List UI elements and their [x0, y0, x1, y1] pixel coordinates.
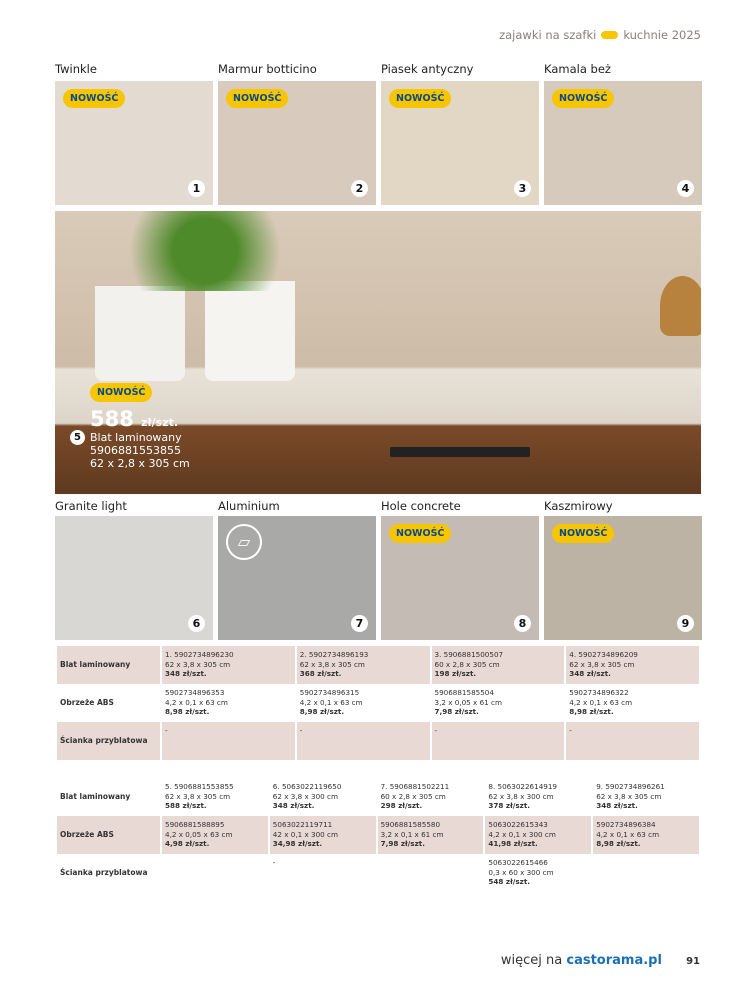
cell-dims: 62 x 3,8 x 300 cm [488, 791, 554, 801]
cell-code: - [272, 858, 276, 867]
swatch-label: Aluminium [218, 499, 280, 513]
swatch-1 [55, 81, 213, 205]
new-badge: NOWOŚĆ [90, 383, 152, 402]
table-cell [566, 722, 699, 760]
table-cell [593, 816, 699, 854]
swatch-label: Twinkle [55, 62, 97, 76]
cell-dims: 3,2 x 0,05 x 61 cm [434, 697, 502, 707]
cell-code: 7. 5906881502211 [380, 782, 450, 791]
cell-price: 198 zł/szt. [434, 669, 477, 678]
cell-code: 9. 5902734896261 [596, 782, 665, 791]
cell-code: - [434, 726, 438, 735]
cell-price: 8,98 zł/szt. [596, 839, 641, 848]
hero-number: 5 [70, 430, 85, 445]
cell-dims: 4,2 x 0,05 x 63 cm [165, 829, 233, 839]
hero-image [55, 211, 701, 494]
swatch-label: Kamala beż [544, 62, 611, 76]
cell-code: 5902734896384 [596, 820, 656, 829]
hero-product-name: Blat laminowany [90, 431, 182, 444]
new-badge: NOWOŚĆ [389, 89, 451, 108]
table-cell [485, 778, 591, 816]
new-badge: NOWOŚĆ [226, 89, 288, 108]
table-cell [485, 854, 591, 892]
cell-code: 5. 5906881553855 [165, 782, 234, 791]
cell-price: 7,98 zł/szt. [434, 707, 479, 716]
cell-code: 8. 5063022614919 [488, 782, 557, 791]
swatch-6 [55, 516, 213, 640]
cell-code: 5063022615343 [488, 820, 548, 829]
cell-price: 348 zł/szt. [569, 669, 611, 678]
cell-price: 34,98 zł/szt. [272, 839, 323, 848]
table-cell [593, 778, 699, 816]
table-cell [432, 722, 565, 760]
table-cell [162, 854, 268, 892]
row-label: Blat laminowany [57, 646, 160, 684]
swatch-number: 2 [351, 180, 368, 197]
cell-code: 5063022615466 [488, 858, 548, 867]
table-cell [297, 646, 430, 684]
table-cell [162, 722, 295, 760]
new-badge: NOWOŚĆ [389, 524, 451, 543]
new-badge: NOWOŚĆ [63, 89, 125, 108]
website-link[interactable]: castorama.pl [566, 953, 662, 968]
table-cell [566, 684, 699, 722]
cabinet-handle [390, 447, 530, 457]
table-cell [485, 816, 591, 854]
cell-dims: 62 x 3,8 x 300 cm [272, 791, 338, 801]
swatch-number: 8 [514, 615, 531, 632]
cell-price: 348 zł/szt. [165, 669, 207, 678]
table-cell [297, 684, 430, 722]
swatch-number: 7 [351, 615, 368, 632]
cell-price: 8,98 zł/szt. [165, 707, 210, 716]
cell-dims: 4,2 x 0,1 x 63 cm [299, 697, 363, 707]
cell-dims: 4,2 x 0,1 x 300 cm [488, 829, 556, 839]
cell-code: 5906881585504 [434, 688, 494, 697]
swatch-7 [218, 516, 376, 640]
swatch-number: 9 [677, 615, 694, 632]
table-cell [378, 816, 484, 854]
cell-dims: 60 x 2,8 x 305 cm [380, 791, 446, 801]
swatch-number: 3 [514, 180, 531, 197]
cell-price: 588 zł/szt. [165, 801, 207, 810]
cell-code: 5906881585580 [380, 820, 441, 829]
table-cell [162, 778, 268, 816]
cell-price: 348 zł/szt. [596, 801, 638, 810]
cell-dims: 62 x 3,8 x 305 cm [165, 791, 231, 801]
cell-price: 4,98 zł/szt. [165, 839, 210, 848]
table-cell [593, 854, 699, 892]
header-category: kuchnie 2025 [623, 28, 701, 42]
swatch-number: 4 [677, 180, 694, 197]
swatch-9 [544, 516, 702, 640]
bread [660, 276, 701, 336]
table-row [57, 816, 699, 854]
row-label: Ścianka przyblatowa [60, 868, 148, 878]
new-badge: NOWOŚĆ [552, 524, 614, 543]
cell-dims: 60 x 2,8 x 305 cm [434, 659, 500, 669]
spec-table-1 [55, 646, 701, 760]
table-cell [432, 646, 565, 684]
cell-code: 3. 5906881500507 [434, 650, 504, 659]
table-row [57, 722, 699, 760]
swatch-2 [218, 81, 376, 205]
cell-price: 41,98 zł/szt. [488, 839, 538, 848]
new-badge: NOWOŚĆ [552, 89, 614, 108]
cell-code: 5902734896353 [165, 688, 225, 697]
table-cell [162, 646, 295, 684]
cell-price: 298 zł/szt. [380, 801, 423, 810]
table-cell [566, 646, 699, 684]
table-cell [162, 684, 295, 722]
cell-dims: 4,2 x 0,1 x 63 cm [596, 829, 660, 839]
table-cell [297, 722, 430, 760]
cell-code: 4. 5902734896209 [569, 650, 638, 659]
cell-dims: 62 x 3,8 x 305 cm [569, 659, 635, 669]
section-header [499, 28, 701, 42]
table-cell [270, 778, 376, 816]
hero-dimensions: 62 x 2,8 x 305 cm [90, 457, 190, 470]
cell-dims: 3,2 x 0,1 x 61 cm [380, 829, 444, 839]
cell-code: 5063022119711 [272, 820, 333, 829]
swatch-label: Hole concrete [381, 499, 461, 513]
cell-code: 5902734896315 [299, 688, 360, 697]
swatch-label: Granite light [55, 499, 127, 513]
cell-code: - [165, 726, 168, 735]
cell-code: 1. 5902734896230 [165, 650, 234, 659]
table-row [57, 778, 699, 816]
cell-code: - [299, 726, 303, 735]
cell-code: 5906881588895 [165, 820, 225, 829]
table-cell [270, 816, 376, 854]
header-section: zajawki na szafki [499, 28, 597, 42]
hero-ean: 5906881553855 [90, 444, 181, 457]
cell-code: 6. 5063022119650 [272, 782, 342, 791]
footer-text: więcej na [500, 953, 563, 968]
cell-price: 548 zł/szt. [488, 877, 530, 886]
footer [501, 953, 700, 968]
cell-dims: 0,3 x 60 x 300 cm [488, 867, 554, 877]
cell-dims: 62 x 3,8 x 305 cm [299, 659, 365, 669]
row-label: Ścianka przyblatowa [57, 722, 160, 760]
cell-dims: 62 x 3,8 x 305 cm [165, 659, 231, 669]
plant-pot [95, 286, 185, 381]
table-cell [378, 854, 484, 892]
swatch-label: Piasek antyczny [381, 62, 474, 76]
plant-pot [205, 281, 295, 381]
table-row [57, 684, 699, 722]
cell-price: 8,98 zł/szt. [299, 707, 345, 716]
cell-price: 8,98 zł/szt. [569, 707, 614, 716]
cell-code: 2. 5902734896193 [299, 650, 369, 659]
table-row [57, 854, 699, 892]
cell-dims: 42 x 0,1 x 300 cm [272, 829, 338, 839]
table-cell [270, 854, 376, 892]
swatch-number: 1 [188, 180, 205, 197]
cell-code: - [569, 726, 572, 735]
table-row [57, 646, 699, 684]
spec-table-2 [55, 778, 701, 892]
plant-leaves [105, 211, 305, 291]
swatch-4 [544, 81, 702, 205]
row-label: Obrzeże ABS [57, 816, 160, 854]
swatch-label: Kaszmirowy [544, 499, 613, 513]
cell-price: 378 zł/szt. [488, 801, 530, 810]
swatch-number: 6 [188, 615, 205, 632]
separator-pill-icon [601, 31, 618, 39]
cell-dims: 4,2 x 0,1 x 63 cm [165, 697, 228, 707]
table-cell [378, 778, 484, 816]
hero-price: 588 zł/szt. [90, 407, 179, 431]
swatch-label: Marmur botticino [218, 62, 317, 76]
table-cell [162, 816, 268, 854]
cell-price: 7,98 zł/szt. [380, 839, 425, 848]
swatch-3 [381, 81, 539, 205]
row-label: Blat laminowany [60, 792, 131, 802]
edge-profile-icon: ▱ [226, 524, 262, 560]
row-label: Obrzeże ABS [60, 698, 114, 708]
page-number: 91 [686, 956, 700, 967]
cell-price: 368 zł/szt. [299, 669, 342, 678]
cell-dims: 62 x 3,8 x 305 cm [596, 791, 662, 801]
hero-info [70, 407, 190, 470]
cell-dims: 4,2 x 0,1 x 63 cm [569, 697, 633, 707]
table-cell [432, 684, 565, 722]
cell-price: 348 zł/szt. [272, 801, 315, 810]
cell-code: 5902734896322 [569, 688, 629, 697]
swatch-8 [381, 516, 539, 640]
